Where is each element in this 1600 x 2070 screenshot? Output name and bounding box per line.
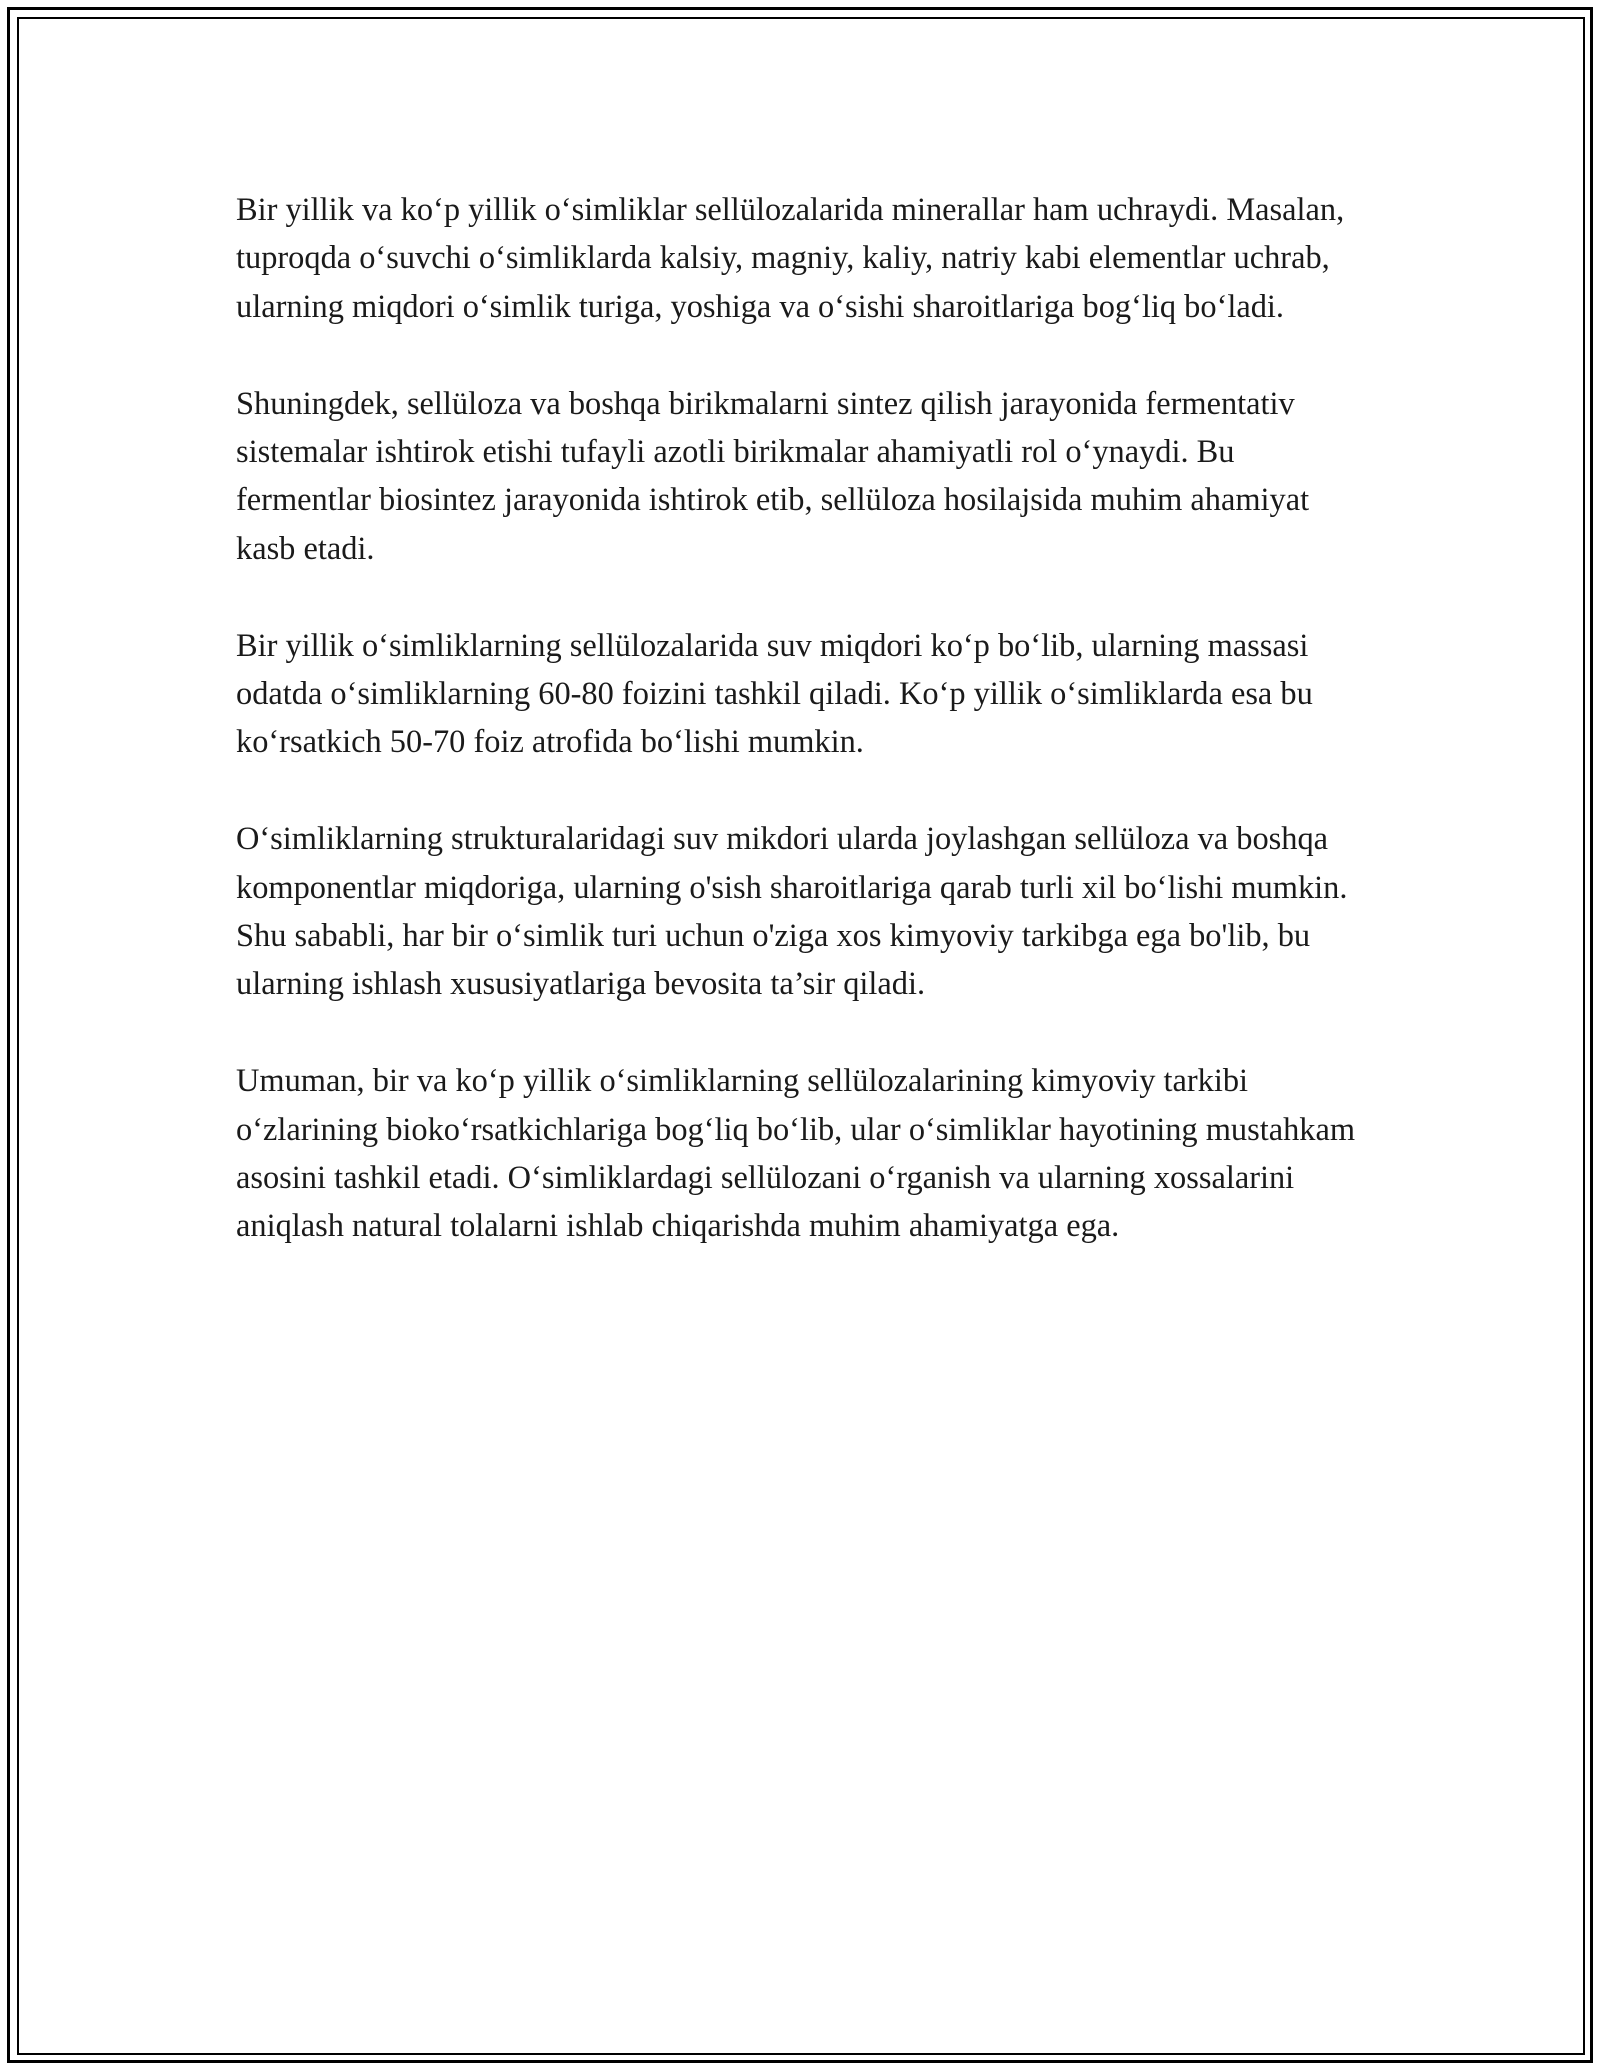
paragraph-water-content-annual: Bir yillik o‘simliklarning sellülozalarida suv miqdori ko‘p bo‘lib, ularning massasi odatda o‘simliklarning 60-80 foizini tashkil qiladi. Ko‘p yillik o‘simliklarda esa bu ko‘rsatkich 50-70 foiz atrofida bo‘lishi mumkin. [236,627,1313,761]
paragraph-conclusion: Umuman, bir va ko‘p yillik o‘simliklarning sellülozalarining kimyoviy tarkibi o‘zlarining bioko‘rsatkichlariga bog‘liq bo‘lib, ular o‘simliklar hayotining mustahkam asosini tashkil etadi. O‘simliklardagi sellülozani o‘rganish va ularning xossalarini aniqlash natural tolalarni ishlab chiqarishda muhim ahamiyatga ega. [236,1063,1356,1245]
paragraph-water-content-structure: O‘simliklarning strukturalaridagi suv mikdori ularda joylashgan sellüloza va boshqa komponentlar miqdoriga, ularning o'sish sharoitlariga qarab turli xil bo‘lishi mumkin. Shu sababli, har bir o‘simlik turi uchun o'ziga xos kimyoviy tarkibga ega bo'lib, bu ularning ishlash xususiyatlariga bevosita ta’sir qiladi. [236,821,1348,1003]
document-body [236,186,1376,1299]
paragraph-minerals: Bir yillik va ko‘p yillik o‘simliklar sellülozalarida minerallar ham uchraydi. Masalan, tuproqda o‘suvchi o‘simliklarda kalsiy, magniy, kaliy, natriy kabi elementlar uchrab, ularning miqdori o‘simlik turiga, yoshiga va o‘sishi sharoitlariga bog‘liq bo‘ladi. [236,192,1345,325]
paragraph-nitrogen-compounds: Shuningdek, sellüloza va boshqa birikmalarni sintez qilish jarayonida fermentativ sistemalar ishtirok etishi tufayli azotli birikmalar ahamiyatli rol o‘ynaydi. Bu fermentlar biosintez jarayonida ishtirok etib, sellüloza hosilajsida muhim ahamiyat kasb etadi. [236,385,1310,567]
